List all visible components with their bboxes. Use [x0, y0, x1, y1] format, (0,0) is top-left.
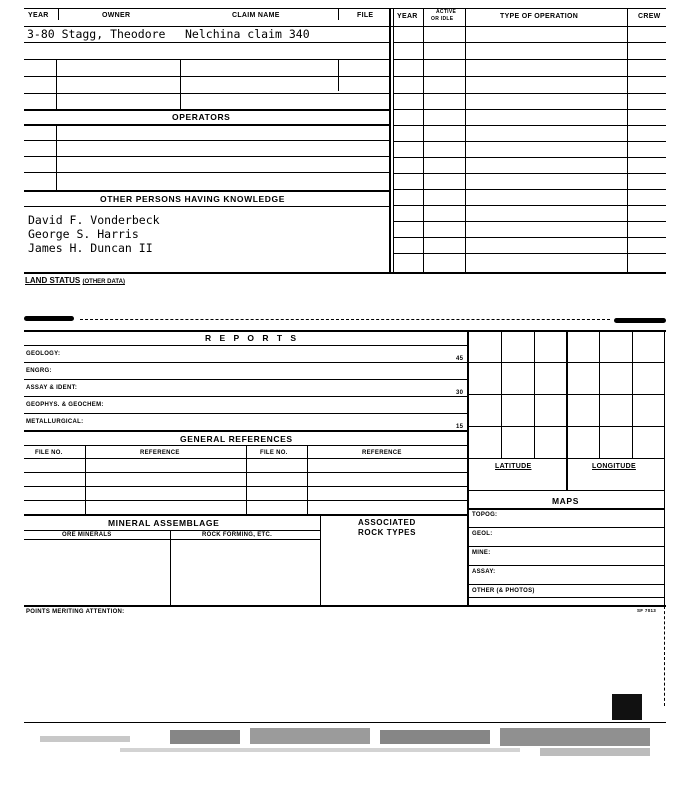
report-number: 15 [456, 424, 464, 430]
ref-col-reference: REFERENCE [140, 450, 180, 456]
map-row-label: MINE: [472, 550, 491, 556]
col-crew: CREW [638, 13, 661, 20]
col-type-operation: TYPE OF OPERATION [500, 13, 579, 20]
form-number: SF 7013 [637, 608, 657, 613]
claim-entry-name: Nelchina claim 340 [185, 27, 310, 41]
col-file: FILE [357, 12, 374, 19]
report-number: 45 [456, 356, 464, 362]
col-active: ACTIVE [436, 9, 457, 15]
report-label: GEOLOGY: [26, 351, 61, 357]
claim-entry-owner: 3-80 Stagg, Theodore [27, 27, 166, 41]
latitude-label: LATITUDE [495, 463, 532, 470]
map-row-label: TOPOG: [472, 512, 498, 518]
persons-title: OTHER PERSONS HAVING KNOWLEDGE [100, 194, 286, 204]
col-idle: OR IDLE [431, 16, 454, 22]
col-owner: OWNER [102, 12, 131, 19]
report-label: ENGRG: [26, 368, 52, 374]
rock-types-header: ROCK TYPES [358, 528, 417, 537]
points-label: POINTS MERITING ATTENTION: [26, 609, 125, 615]
operators-title: OPERATORS [172, 112, 231, 122]
maps-title: MAPS [552, 496, 579, 506]
rock-forming-header: ROCK FORMING, ETC. [202, 532, 273, 538]
ref-col-file: FILE NO. [260, 450, 288, 456]
mineral-title: MINERAL ASSEMBLAGE [108, 518, 220, 528]
map-row-label: ASSAY: [472, 569, 496, 575]
col-year: YEAR [28, 12, 49, 19]
map-row-label: GEOL: [472, 531, 493, 537]
longitude-label: LONGITUDE [592, 463, 636, 470]
ref-col-reference: REFERENCE [362, 450, 402, 456]
ore-minerals-header: ORE MINERALS [62, 532, 112, 538]
general-references-title: GENERAL REFERENCES [180, 434, 293, 444]
report-label: ASSAY & IDENT: [26, 385, 78, 391]
scan-noise-band [20, 726, 670, 766]
reports-title: R E P O R T S [205, 333, 300, 343]
person-name: George S. Harris [28, 227, 139, 241]
land-status-text: LAND STATUS [25, 276, 81, 285]
report-number: 30 [456, 390, 464, 396]
tab-mark [24, 316, 74, 321]
col-claim-name: CLAIM NAME [232, 12, 280, 19]
tab-mark [614, 318, 666, 323]
land-status-label [25, 276, 125, 285]
ref-col-file: FILE NO. [35, 450, 63, 456]
registration-mark [612, 694, 642, 720]
map-row-label: OTHER (& PHOTOS) [472, 588, 535, 594]
report-label: METALLURGICAL: [26, 419, 84, 425]
col-op-year: YEAR [397, 13, 418, 20]
land-status-sub: (OTHER DATA) [82, 279, 125, 285]
report-label: GEOPHYS. & GEOCHEM: [26, 402, 104, 408]
associated-header: ASSOCIATED [358, 518, 416, 527]
person-name: David F. Vonderbeck [28, 213, 160, 227]
person-name: James H. Duncan II [28, 241, 153, 255]
